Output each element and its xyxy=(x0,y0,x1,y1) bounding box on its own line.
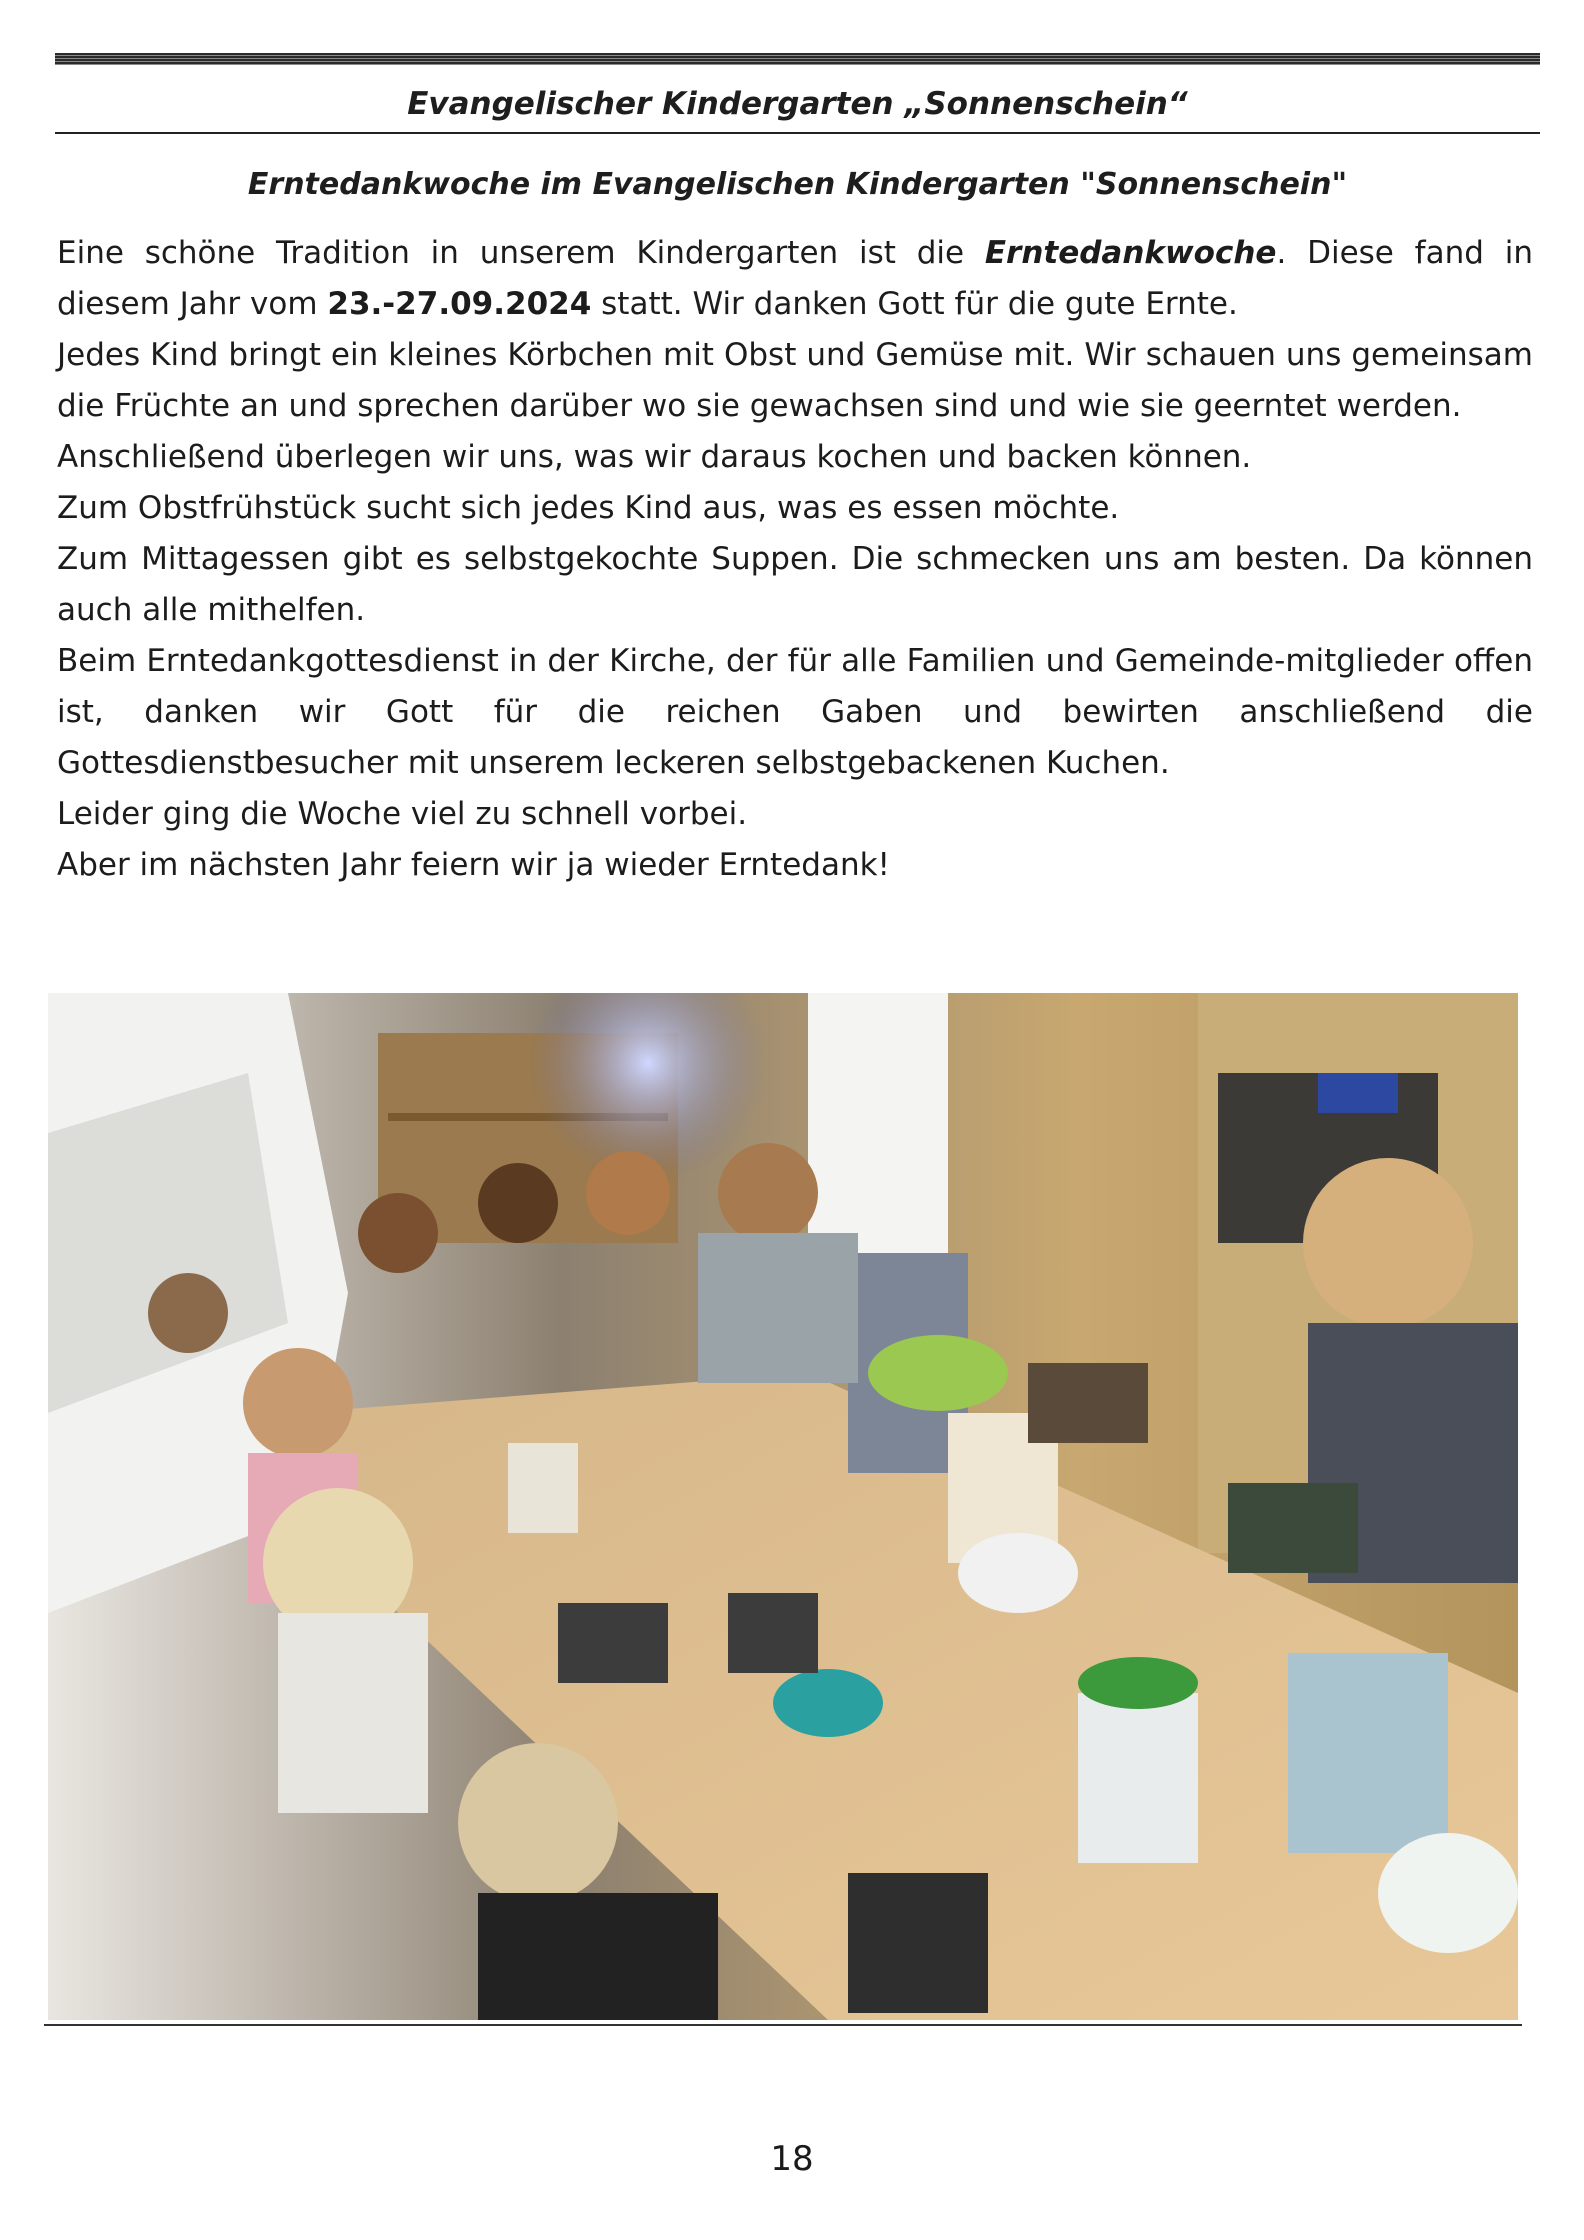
top-decorative-rule xyxy=(55,53,1540,65)
photo-bottom-rule xyxy=(44,2024,1522,2026)
paragraph-text-run: Jedes Kind bringt ein kleines Körbchen mit Obst und Gemüse mit. Wir schauen uns gemeinsam die Früchte an und sprechen darüber wo sie gewachsen sind und wie sie geerntet werden. xyxy=(57,337,1533,424)
paragraph-text-run: Eine schöne Tradition in unserem Kindergarten ist die xyxy=(57,235,985,271)
article-paragraph xyxy=(57,636,1533,789)
article-paragraph xyxy=(57,228,1533,330)
article-paragraph xyxy=(57,840,1533,891)
paragraph-text-run: Leider ging die Woche viel zu schnell vorbei. xyxy=(57,796,748,832)
newsletter-section-header: Evangelischer Kindergarten „Sonnenschein“ xyxy=(407,86,1188,122)
header-divider xyxy=(55,132,1540,134)
paragraph-text-run: Erntedankwoche xyxy=(984,235,1277,271)
paragraph-text-run: Zum Obstfrühstück sucht sich jedes Kind aus, was es essen möchte. xyxy=(57,490,1120,526)
paragraph-text-run: Beim Erntedankgottesdienst in der Kirche, der für alle Familien und Gemeinde-mitglieder offen ist, danken wir Gott für die reichen Gaben und bewirten anschließend die Gottesdienstbesucher mit unserem leckeren selbstgebackenen Kuchen. xyxy=(57,643,1533,781)
article-paragraph xyxy=(57,789,1533,840)
paragraph-text-run: 23.-27.09.2024 xyxy=(327,286,592,322)
paragraph-text-run: Zum Mittagessen gibt es selbstgekochte Suppen. Die schmecken uns am besten. Da können auch alle mithelfen. xyxy=(57,541,1533,628)
photo-illustration xyxy=(48,993,1518,2020)
paragraph-text-run: Aber im nächsten Jahr feiern wir ja wieder Erntedank! xyxy=(57,847,890,883)
page-number: 18 xyxy=(770,2139,814,2179)
article-paragraph xyxy=(57,483,1533,534)
article-body xyxy=(57,228,1533,891)
article-paragraph xyxy=(57,432,1533,483)
article-paragraph xyxy=(57,534,1533,636)
photo-children-at-breakfast-table xyxy=(48,993,1518,2020)
paragraph-text-run: statt. Wir danken Gott für die gute Ernte. xyxy=(591,286,1238,322)
paragraph-text-run: Anschließend überlegen wir uns, was wir daraus kochen und backen können. xyxy=(57,439,1252,475)
article-paragraph xyxy=(57,330,1533,432)
paragraph-text-run: . Diese fand in diesem Jahr vom xyxy=(57,235,1533,322)
article-title: Erntedankwoche im Evangelischen Kindergarten "Sonnenschein" xyxy=(247,167,1348,202)
